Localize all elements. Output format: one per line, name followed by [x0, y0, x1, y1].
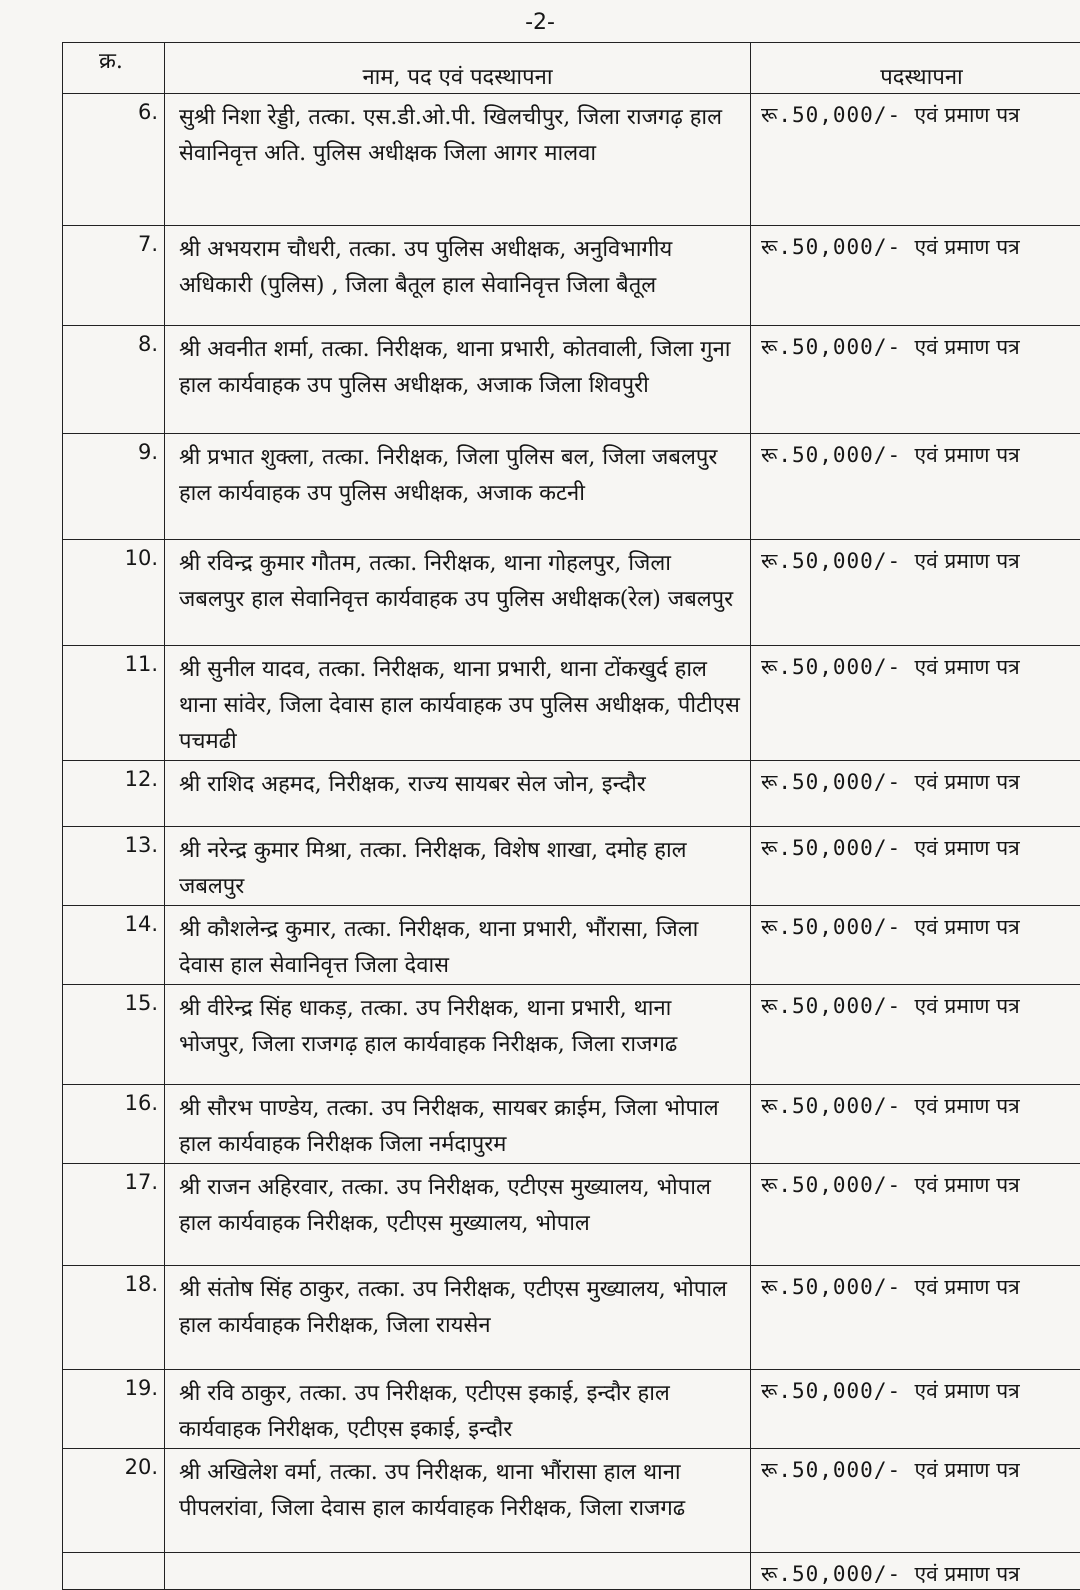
table-header-row [63, 43, 1080, 94]
table-row [63, 646, 1080, 761]
serial-cell: 8. [63, 326, 165, 434]
serial-cell: 13. [63, 827, 165, 906]
reward-cell [751, 761, 1080, 827]
reward-suffix: एवं प्रमाण पत्र [914, 994, 1019, 1018]
table-row [63, 540, 1080, 646]
reward-suffix: एवं प्रमाण पत्र [914, 770, 1019, 794]
page-number: -2- [0, 10, 1080, 35]
reward-amount: रू.50,000/- [761, 1275, 901, 1299]
reward-cell [751, 646, 1080, 761]
name-cell: श्री प्रभात शुक्ला, तत्का. निरीक्षक, जिला पुलिस बल, जिला जबलपुर हाल कार्यवाहक उप पुलिस अधीक्षक, अजाक कटनी [165, 434, 751, 540]
serial-header: क्र. [63, 43, 165, 94]
reward-suffix: एवं प्रमाण पत्र [914, 235, 1019, 259]
reward-cell [751, 1085, 1080, 1164]
table-row [63, 1266, 1080, 1370]
table-row [63, 226, 1080, 326]
reward-amount: रू.50,000/- [761, 103, 901, 127]
reward-amount: रू.50,000/- [761, 1173, 901, 1197]
reward-suffix: एवं प्रमाण पत्र [914, 1458, 1019, 1482]
name-cell: श्री नरेन्द्र कुमार मिश्रा, तत्का. निरीक्षक, विशेष शाखा, दमोह हाल जबलपुर [165, 827, 751, 906]
serial-cell: 6. [63, 94, 165, 226]
reward-cell [751, 1266, 1080, 1370]
serial-cell: 10. [63, 540, 165, 646]
reward-suffix: एवं प्रमाण पत्र [914, 443, 1019, 467]
reward-amount: रू.50,000/- [761, 549, 901, 573]
reward-cell [751, 827, 1080, 906]
serial-cell: 12. [63, 761, 165, 827]
name-cell: श्री कौशलेन्द्र कुमार, तत्का. निरीक्षक, थाना प्रभारी, भौंरासा, जिला देवास हाल सेवानिवृत्त जिला देवास [165, 906, 751, 985]
name-cell: श्री संतोष सिंह ठाकुर, तत्का. उप निरीक्षक, एटीएस मुख्यालय, भोपाल हाल कार्यवाहक निरीक्षक, जिला रायसेन [165, 1266, 751, 1370]
reward-suffix: एवं प्रमाण पत्र [914, 1173, 1019, 1197]
reward-amount: रू.50,000/- [761, 1562, 901, 1586]
reward-cell [751, 94, 1080, 226]
reward-cell [751, 434, 1080, 540]
name-cell: श्री राशिद अहमद, निरीक्षक, राज्य सायबर सेल जोन, इन्दौर [165, 761, 751, 827]
reward-amount: रू.50,000/- [761, 770, 901, 794]
table-row [63, 1164, 1080, 1266]
reward-cell [751, 226, 1080, 326]
name-cell [165, 1553, 751, 1590]
name-cell: श्री अखिलेश वर्मा, तत्का. उप निरीक्षक, थाना भौंरासा हाल थाना पीपलरांवा, जिला देवास हाल कार्यवाहक निरीक्षक, जिला राजगढ [165, 1449, 751, 1553]
name-cell: श्री राजन अहिरवार, तत्का. उप निरीक्षक, एटीएस मुख्यालय, भोपाल हाल कार्यवाहक निरीक्षक, एटीएस मुख्यालय, भोपाल [165, 1164, 751, 1266]
reward-header: पदस्थापना [751, 43, 1080, 94]
reward-suffix: एवं प्रमाण पत्र [914, 1094, 1019, 1118]
reward-suffix: एवं प्रमाण पत्र [914, 836, 1019, 860]
table-row [63, 985, 1080, 1085]
name-header: नाम, पद एवं पदस्थापना [165, 43, 751, 94]
awards-table [62, 42, 1080, 1590]
reward-cell [751, 540, 1080, 646]
serial-cell: 17. [63, 1164, 165, 1266]
reward-amount: रू.50,000/- [761, 994, 901, 1018]
table-row [63, 1553, 1080, 1590]
serial-cell: 7. [63, 226, 165, 326]
name-cell: श्री अभयराम चौधरी, तत्का. उप पुलिस अधीक्षक, अनुविभागीय अधिकारी (पुलिस) , जिला बैतूल हाल सेवानिवृत्त जिला बैतूल [165, 226, 751, 326]
reward-amount: रू.50,000/- [761, 443, 901, 467]
reward-suffix: एवं प्रमाण पत्र [914, 549, 1019, 573]
table-row [63, 761, 1080, 827]
table-row [63, 434, 1080, 540]
name-cell: श्री रविन्द्र कुमार गौतम, तत्का. निरीक्षक, थाना गोहलपुर, जिला जबलपुर हाल सेवानिवृत्त कार्यवाहक उप पुलिस अधीक्षक(रेल) जबलपुर [165, 540, 751, 646]
table-row [63, 1085, 1080, 1164]
table-row [63, 94, 1080, 226]
reward-suffix: एवं प्रमाण पत्र [914, 1275, 1019, 1299]
reward-amount: रू.50,000/- [761, 836, 901, 860]
reward-suffix: एवं प्रमाण पत्र [914, 335, 1019, 359]
reward-suffix: एवं प्रमाण पत्र [914, 655, 1019, 679]
reward-suffix: एवं प्रमाण पत्र [914, 103, 1019, 127]
name-cell: सुश्री निशा रेड्डी, तत्का. एस.डी.ओ.पी. खिलचीपुर, जिला राजगढ़ हाल सेवानिवृत्त अति. पुलिस अधीक्षक जिला आगर मालवा [165, 94, 751, 226]
serial-cell: 9. [63, 434, 165, 540]
table-row [63, 827, 1080, 906]
name-cell: श्री अवनीत शर्मा, तत्का. निरीक्षक, थाना प्रभारी, कोतवाली, जिला गुना हाल कार्यवाहक उप पुलिस अधीक्षक, अजाक जिला शिवपुरी [165, 326, 751, 434]
table-row [63, 1370, 1080, 1449]
reward-cell [751, 1449, 1080, 1553]
serial-cell: 20. [63, 1449, 165, 1553]
serial-cell: 16. [63, 1085, 165, 1164]
name-cell: श्री सौरभ पाण्डेय, तत्का. उप निरीक्षक, सायबर क्राईम, जिला भोपाल हाल कार्यवाहक निरीक्षक जिला नर्मदापुरम [165, 1085, 751, 1164]
reward-amount: रू.50,000/- [761, 335, 901, 359]
table-row [63, 906, 1080, 985]
reward-cell [751, 1164, 1080, 1266]
reward-cell [751, 1370, 1080, 1449]
reward-amount: रू.50,000/- [761, 1379, 901, 1403]
serial-cell: 19. [63, 1370, 165, 1449]
table-row [63, 326, 1080, 434]
serial-cell: 14. [63, 906, 165, 985]
reward-amount: रू.50,000/- [761, 1094, 901, 1118]
serial-cell: 15. [63, 985, 165, 1085]
name-cell: श्री रवि ठाकुर, तत्का. उप निरीक्षक, एटीएस इकाई, इन्दौर हाल कार्यवाहक निरीक्षक, एटीएस इकाई, इन्दौर [165, 1370, 751, 1449]
table-row [63, 1449, 1080, 1553]
reward-suffix: एवं प्रमाण पत्र [914, 1379, 1019, 1403]
name-cell: श्री सुनील यादव, तत्का. निरीक्षक, थाना प्रभारी, थाना टोंकखुर्द हाल थाना सांवेर, जिला देवास हाल कार्यवाहक उप पुलिस अधीक्षक, पीटीएस पचमढी [165, 646, 751, 761]
reward-cell [751, 985, 1080, 1085]
reward-amount: रू.50,000/- [761, 655, 901, 679]
reward-cell [751, 326, 1080, 434]
serial-cell [63, 1553, 165, 1590]
name-cell: श्री वीरेन्द्र सिंह धाकड़, तत्का. उप निरीक्षक, थाना प्रभारी, थाना भोजपुर, जिला राजगढ़ हाल कार्यवाहक निरीक्षक, जिला राजगढ [165, 985, 751, 1085]
reward-amount: रू.50,000/- [761, 1458, 901, 1482]
reward-suffix: एवं प्रमाण पत्र [914, 915, 1019, 939]
reward-cell [751, 906, 1080, 985]
serial-cell: 18. [63, 1266, 165, 1370]
reward-cell [751, 1553, 1080, 1590]
serial-cell: 11. [63, 646, 165, 761]
reward-amount: रू.50,000/- [761, 915, 901, 939]
reward-suffix: एवं प्रमाण पत्र [914, 1562, 1019, 1586]
reward-amount: रू.50,000/- [761, 235, 901, 259]
